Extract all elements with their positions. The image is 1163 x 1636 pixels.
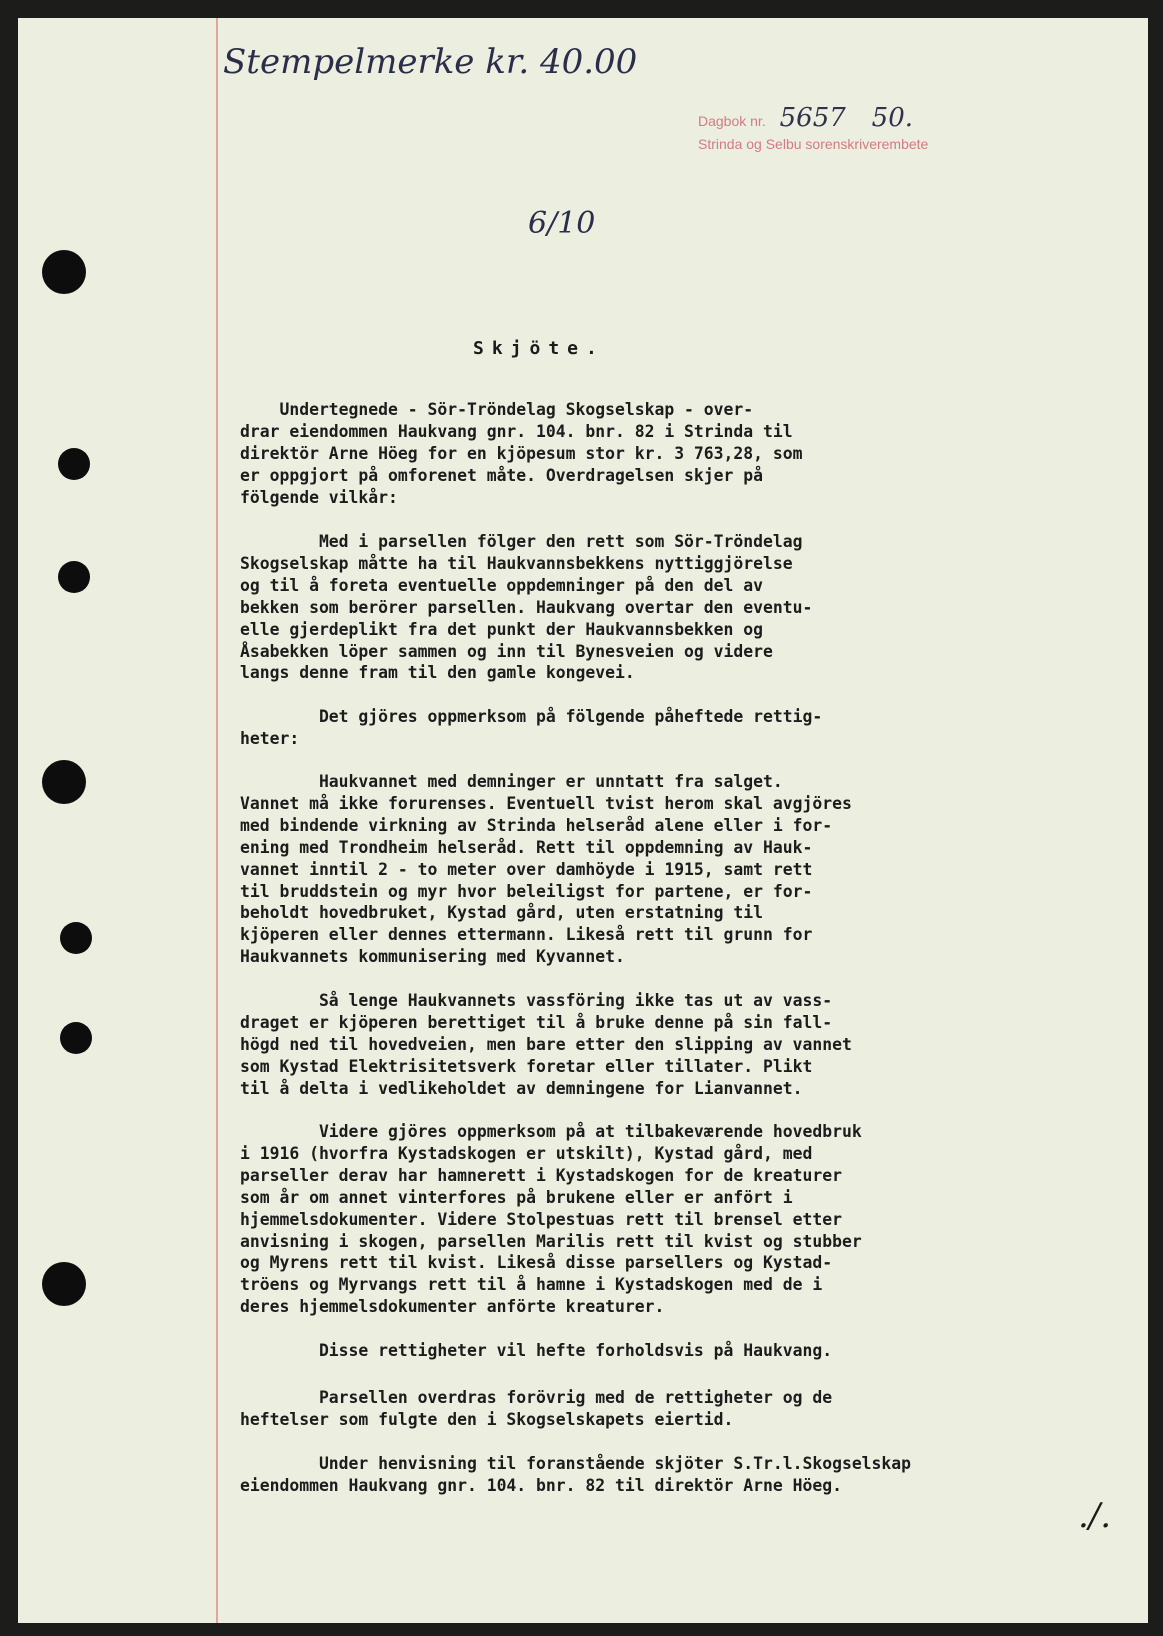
text-line: langs denne fram til den gamle kongevei.	[240, 663, 635, 683]
paragraph	[240, 1453, 1120, 1497]
text-line: og Myrens rett til kvist. Likeså disse parsellers og Kystad-	[240, 1253, 833, 1273]
paragraph	[240, 706, 1120, 750]
registry-stamp-line1	[698, 103, 913, 133]
text-line: anvisning i skogen, parsellen Marilis rett til kvist og stubber	[240, 1231, 862, 1251]
text-line: til bruddstein og myr hvor beleiligst for partene, er for-	[240, 881, 813, 901]
registry-stamp-prefix: Dagbok nr.	[698, 113, 766, 129]
text-line: draget er kjöperen berettiget til å bruke denne på sin fall-	[240, 1012, 833, 1032]
registry-number: 5657	[779, 103, 846, 133]
text-line: vannet inntil 2 - to meter over damhöyde i 1915, samt rett	[240, 859, 813, 879]
paragraph	[240, 1121, 1120, 1318]
text-line: heter:	[240, 728, 300, 748]
punch-hole	[42, 1262, 86, 1306]
text-line: direktör Arne Höeg for en kjöpesum stor kr. 3 763,28, som	[240, 443, 803, 463]
text-line: i 1916 (hvorfra Kystadskogen er utskilt), Kystad gård, med	[240, 1143, 813, 1163]
punch-hole	[60, 1022, 92, 1054]
text-line: deres hjemmelsdokumenter anförte kreaturer.	[240, 1297, 665, 1317]
margin-line	[216, 18, 218, 1623]
text-line: kjöperen eller dennes ettermann. Likeså rett til grunn for	[240, 925, 813, 945]
paragraph	[240, 1387, 1120, 1431]
text-line: högd ned til hovedveien, men bare etter den slipping av vannet	[240, 1034, 852, 1054]
text-line: Under henvisning til foranstående skjöter S.Tr.l.Skogselskap	[240, 1454, 912, 1473]
text-line: og til å foreta eventuelle oppdemninger på den del av	[240, 575, 764, 595]
punch-hole	[58, 561, 90, 593]
text-line: Parsellen overdras forövrig med de rettigheter og de	[240, 1388, 833, 1407]
text-line: ening med Trondheim helseråd. Rett til oppdemning av Hauk-	[240, 837, 813, 857]
punch-hole	[58, 448, 90, 480]
continuation-mark: ./.	[1078, 1496, 1112, 1536]
text-line: Åsabekken löper sammen og inn til Bynesveien og videre	[240, 641, 773, 661]
text-line: er oppgjort på omforenet måte. Overdragelsen skjer på	[240, 465, 764, 485]
text-line: heftelser som fulgte den i Skogselskapets eiertid.	[240, 1409, 734, 1429]
document-page	[18, 18, 1148, 1623]
text-line: drar eiendommen Haukvang gnr. 104. bnr. 82 i Strinda til	[240, 421, 793, 441]
text-line: parseller derav har hamnerett i Kystadskogen for de kreaturer	[240, 1165, 842, 1185]
text-line: hjemmelsdokumenter. Videre Stolpestuas rett til brensel etter	[240, 1209, 842, 1229]
text-line: fölgende vilkår:	[240, 487, 398, 507]
text-line: Haukvannets kommunisering med Kyvannet.	[240, 947, 625, 967]
text-line: med bindende virkning av Strinda helseråd alene eller i for-	[240, 815, 833, 835]
date-note: 6/10	[528, 206, 596, 241]
text-line: beholdt hovedbruket, Kystad gård, uten erstatning til	[240, 903, 764, 923]
text-line: Videre gjöres oppmerksom på at tilbakeværende hovedbruk	[240, 1122, 862, 1141]
paragraph	[240, 531, 1120, 684]
text-line: Disse rettigheter vil hefte forholdsvis på Haukvang.	[240, 1341, 833, 1360]
text-line: til å delta i vedlikeholdet av demningene for Lianvannet.	[240, 1078, 803, 1098]
text-line: Med i parsellen fölger den rett som Sör-Tröndelag	[240, 532, 803, 551]
paragraph	[240, 771, 1120, 968]
stamp-duty-note: Stempelmerke kr. 40.00	[223, 42, 638, 82]
registry-year: 50.	[871, 103, 914, 133]
registry-stamp-line2: Strinda og Selbu sorenskriverembete	[698, 136, 929, 152]
text-line: Undertegnede - Sör-Tröndelag Skogselskap - over-	[240, 400, 754, 419]
text-line: bekken som berörer parsellen. Haukvang overtar den eventu-	[240, 597, 813, 617]
text-line: Så lenge Haukvannets vassföring ikke tas ut av vass-	[240, 991, 833, 1010]
text-line: som år om annet vinterfores på brukene eller er anfört i	[240, 1187, 793, 1207]
punch-hole	[60, 922, 92, 954]
text-line: Vannet må ikke forurenses. Eventuell tvist herom skal avgjöres	[240, 793, 852, 813]
text-line: som Kystad Elektrisitetsverk foretar eller tillater. Plikt	[240, 1056, 813, 1076]
paragraph	[240, 990, 1120, 1100]
text-line: tröens og Myrvangs rett til å hamne i Kystadskogen med de i	[240, 1275, 823, 1295]
paragraph	[240, 399, 1120, 509]
text-line: Det gjöres oppmerksom på fölgende påheftede rettig-	[240, 707, 823, 726]
paragraph	[240, 1340, 1120, 1362]
text-line: Skogselskap måtte ha til Haukvannsbekkens nyttiggjörelse	[240, 553, 793, 573]
text-line: elle gjerdeplikt fra det punkt der Haukvannsbekken og	[240, 619, 764, 639]
punch-hole	[42, 250, 86, 294]
punch-hole	[42, 760, 86, 804]
text-line: eiendommen Haukvang gnr. 104. bnr. 82 til direktör Arne Höeg.	[240, 1475, 842, 1495]
document-title: Skjöte.	[473, 338, 605, 359]
text-line: Haukvannet med demninger er unntatt fra salget.	[240, 772, 783, 791]
